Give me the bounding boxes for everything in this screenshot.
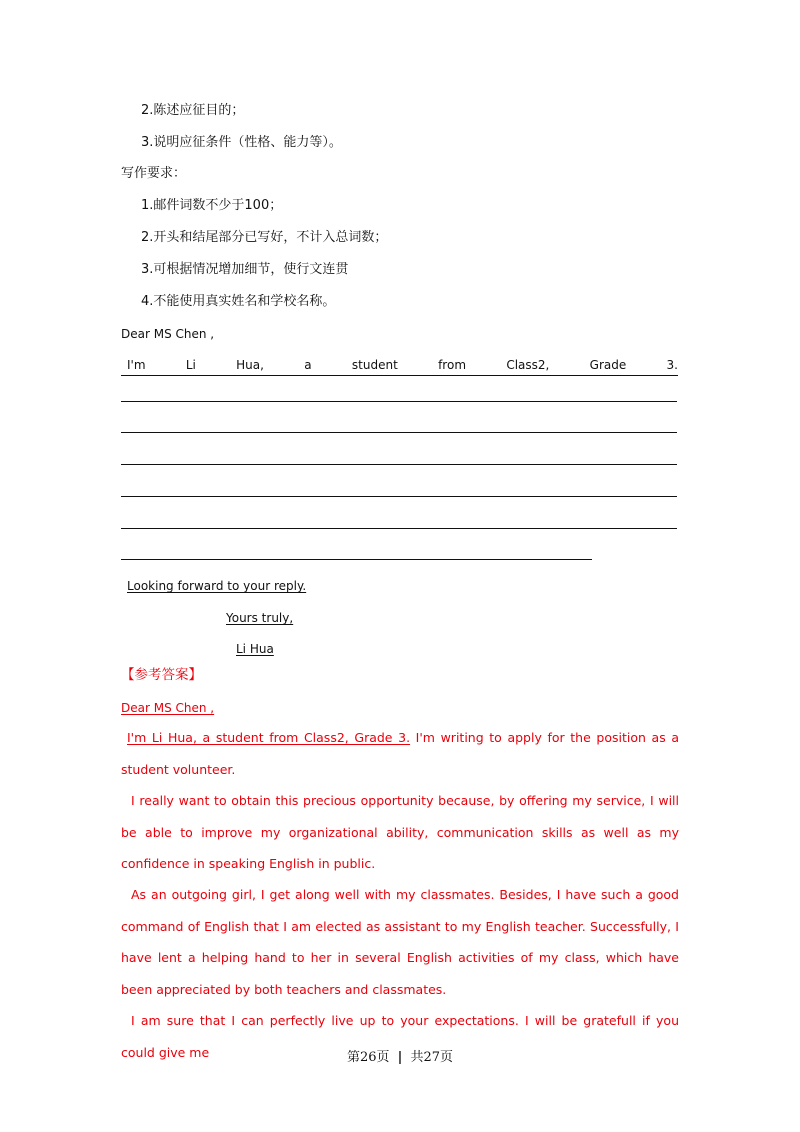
first-line-word: Grade bbox=[589, 358, 627, 372]
answer-intro-underlined: I'm Li Hua, a student from Class2, Grade 3. bbox=[127, 730, 411, 745]
first-line-word: Hua, bbox=[236, 358, 264, 372]
answer-paragraph-1 bbox=[121, 722, 679, 785]
first-line-word: from bbox=[438, 358, 467, 372]
first-line-word: student bbox=[351, 358, 398, 372]
requirement-item-2: 2.陈述应征目的； bbox=[141, 103, 245, 118]
first-line-word: 3. bbox=[666, 358, 678, 372]
first-line-word: Class2, bbox=[506, 358, 550, 372]
writing-requirements-title: 写作要求： bbox=[121, 166, 187, 181]
blank-writing-line bbox=[121, 401, 677, 402]
answer-salutation: Dear MS Chen , bbox=[121, 701, 215, 715]
letter-first-line bbox=[121, 356, 678, 376]
writing-requirement-4: 4.不能使用真实姓名和学校名称。 bbox=[141, 294, 336, 309]
footer-separator: | bbox=[397, 1050, 403, 1065]
first-line-word: I'm bbox=[127, 358, 146, 372]
page-number-current: 第26页 bbox=[346, 1050, 390, 1065]
requirement-item-3: 3.说明应征条件（性格、能力等）。 bbox=[141, 135, 342, 150]
blank-writing-line bbox=[121, 464, 677, 465]
blank-writing-line bbox=[121, 496, 677, 497]
writing-requirement-3: 3.可根据情况增加细节，使行文连贯 bbox=[141, 262, 349, 277]
answer-paragraph-3: As an outgoing girl, I get along well with my classmates. Besides, I have such a good command of English that I am elected as assistant to my English teacher. Successfully, I have lent a helping hand to her in several English activities of my class, which have been appreciated by both teachers and classmates. bbox=[121, 887, 679, 997]
blank-writing-line bbox=[121, 432, 677, 433]
writing-requirement-2: 2.开头和结尾部分已写好，不计入总词数； bbox=[141, 230, 388, 245]
first-line-word: Li bbox=[185, 358, 196, 372]
answer-paragraph-2: I really want to obtain this precious opportunity because, by offering my service, I will be able to improve my organizational ability, communication skills as well as my confidence in speaking English in public. bbox=[121, 793, 679, 871]
answer-paragraph-4: I am sure that I can perfectly live up to your expectations. I will be gratefull if you could give me bbox=[121, 1013, 679, 1060]
first-line-word: a bbox=[304, 358, 312, 372]
letter-salutation: Dear MS Chen , bbox=[121, 327, 215, 341]
letter-sign-off: Yours truly, bbox=[226, 611, 294, 625]
page-footer bbox=[0, 1046, 800, 1065]
letter-closing: Looking forward to your reply. bbox=[127, 579, 307, 593]
letter-name: Li Hua bbox=[236, 642, 274, 656]
blank-writing-line bbox=[121, 559, 592, 560]
blank-writing-line bbox=[121, 528, 677, 529]
writing-requirement-1: 1.邮件词数不少于100； bbox=[141, 198, 283, 213]
page-number-total: 共27页 bbox=[410, 1050, 454, 1065]
answer-heading: 【参考答案】 bbox=[121, 667, 202, 683]
answer-intro-rest: I'm writing to apply for the position as a student volunteer. bbox=[121, 730, 679, 777]
